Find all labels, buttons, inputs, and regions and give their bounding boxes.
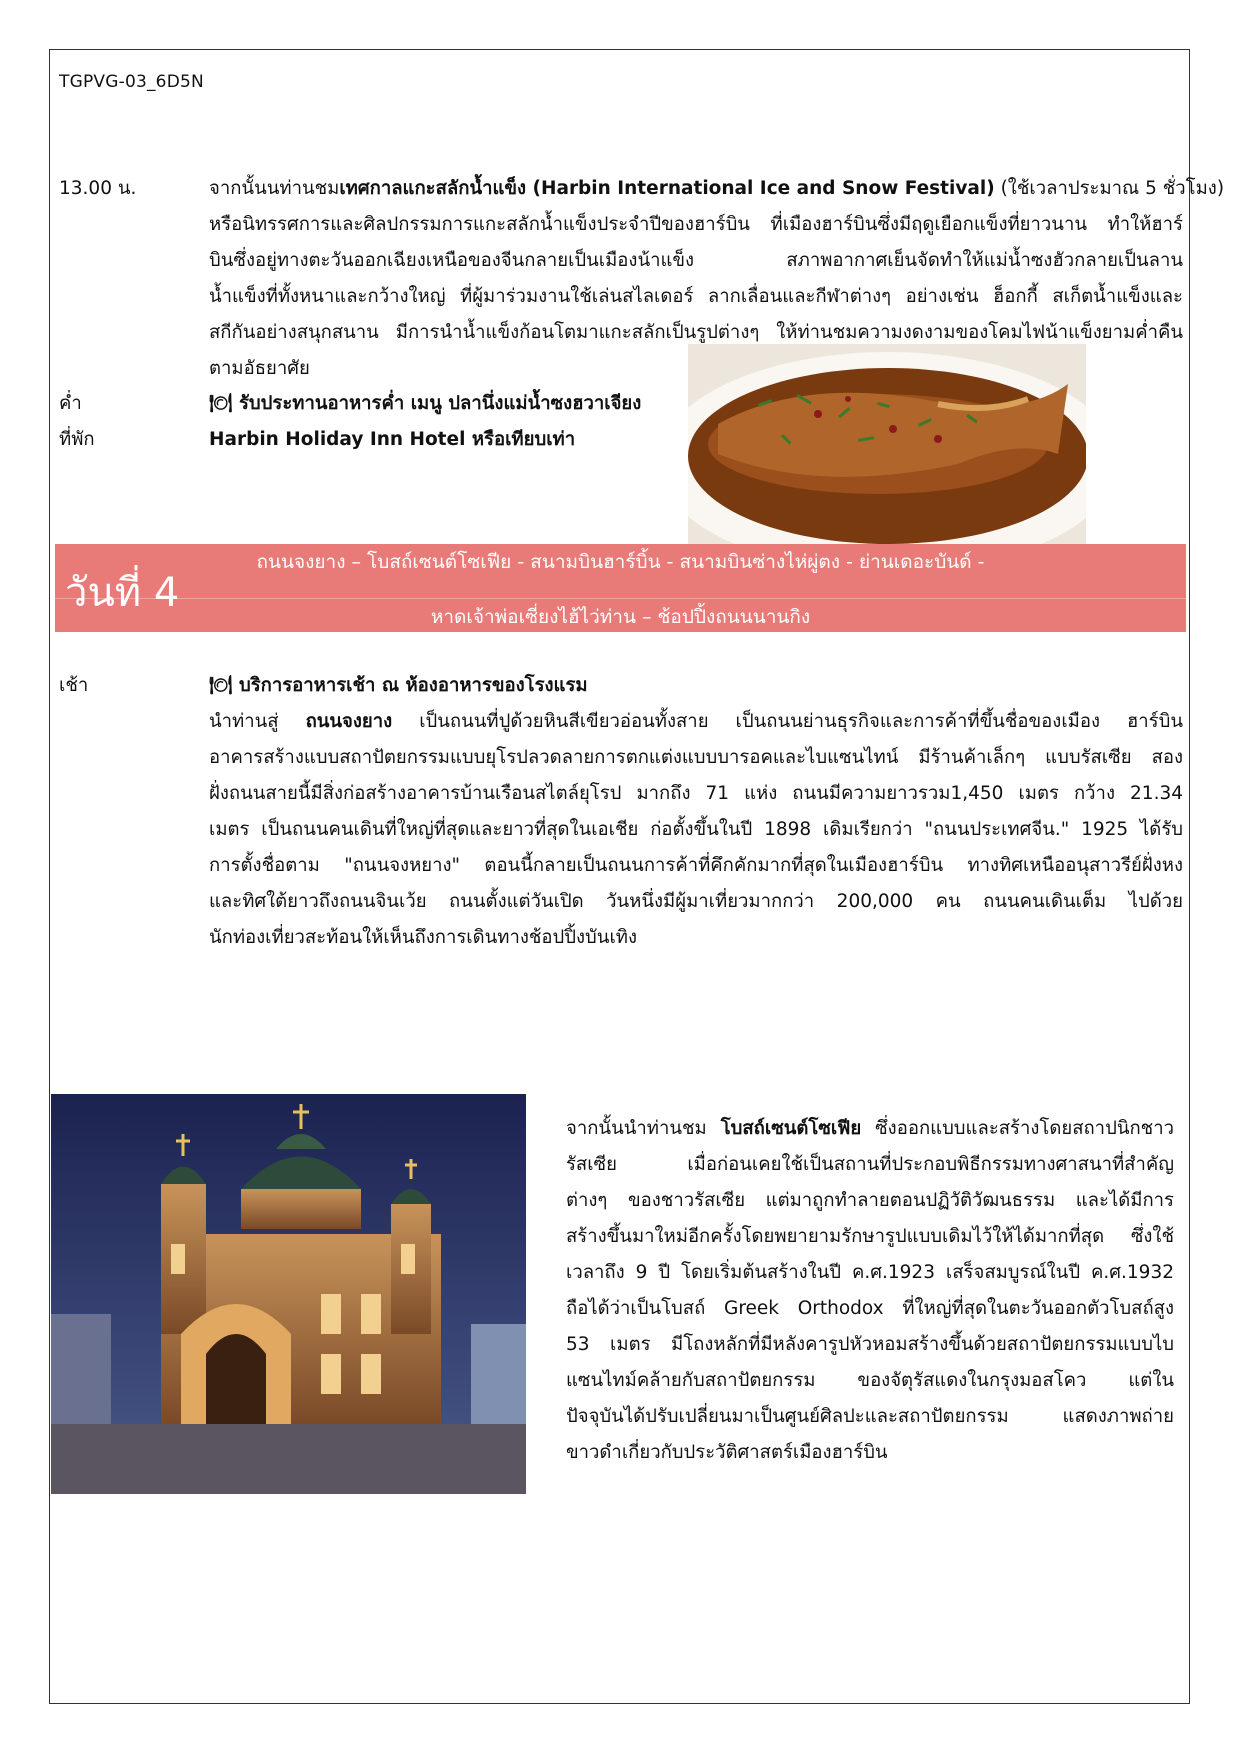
paragraph-line: ปัจจุบันได้ปรับเปลี่ยนมาเป็นศูนย์ศิลปะและสถาปัตยกรรม แสดงภาพถ่าย bbox=[566, 1406, 1174, 1427]
paragraph-line: สร้างขึ้นมาใหม่อีกครั้งโดยพยายามรักษารูปแบบเดิมไว้ให้ได้มากที่สุด ซึ่งใช้ bbox=[566, 1226, 1174, 1247]
zhongyang-street-paragraph bbox=[209, 704, 1183, 956]
document-code: TGPVG-03_6D5N bbox=[59, 72, 204, 92]
paragraph-line: และทิศใต้ยาวถึงถนนจินเว้ย ถนนตั้งแต่วันเปิด วันหนึ่งมีผู้มาเที่ยวมากกว่า 200,000 คน ถนนคนเดินเต็ม ไปด้วย bbox=[209, 891, 1183, 912]
dish-icon: 🍽 bbox=[209, 393, 233, 414]
paragraph-line: จากนั้นนำท่านชม โบสถ์เซนต์โซเฟีย ซึ่งออกแบบและสร้างโดยสถาปนิกชาว bbox=[566, 1118, 1174, 1139]
paragraph-line: การตั้งชื่อตาม "ถนนจงหยาง" ตอนนี้กลายเป็นถนนการค้าที่คึกคักมากที่สุดในเมืองฮาร์บิน ทางทิศเหนืออนุสาวรีย์ฝั่งหง bbox=[209, 855, 1183, 876]
paragraph-line: ขาวดำเกี่ยวกับประวัติศาสตร์เมืองฮาร์บิน bbox=[566, 1442, 888, 1463]
steamed-fish-photo bbox=[688, 344, 1086, 544]
dinner-label: ค่ำ bbox=[59, 393, 82, 414]
paragraph-line: บินซึ่งอยู่ทางตะวันออกเฉียงเหนือของจีนกลายเป็นเมืองน้าแข็ง สภาพอากาศเย็นจัดทำให้แม่น้ำซงฮัวกลายเป็นลาน bbox=[209, 250, 1183, 271]
paragraph-line: เมตร เป็นถนนคนเดินที่ใหญ่ที่สุดและยาวที่สุดในเอเชีย ก่อตั้งขึ้นในปี 1898 เดิมเรียกว่า "ถนนประเทศจีน." 1925 ได้รับ bbox=[209, 819, 1183, 840]
hotel-label: ที่พัก bbox=[59, 429, 95, 450]
day-title: วันที่ 4 bbox=[65, 570, 180, 616]
paragraph-line: ตามอัธยาศัย bbox=[209, 358, 310, 379]
paragraph-line: 53 เมตร มีโถงหลักที่มีหลังคารูปหัวหอมสร้างขึ้นด้วยสถาปัตยกรรมแบบไบ bbox=[566, 1334, 1174, 1355]
paragraph-line: นำท่านสู่ ถนนจงยาง เป็นถนนที่ปูด้วยหินสีเขียวอ่อนทั้งสาย เป็นถนนย่านธุรกิจและการค้าที่ขึ้นชื่อของเมือง ฮาร์บิน bbox=[209, 711, 1183, 732]
breakfast-text: บริการอาหารเช้า ณ ห้องอาหารของโรงแรม bbox=[238, 675, 588, 696]
st-sophia-cathedral-photo bbox=[51, 1094, 526, 1494]
hotel-text: Harbin Holiday Inn Hotel หรือเทียบเท่า bbox=[209, 429, 576, 450]
paragraph-line: ต่างๆ ของชาวรัสเซีย แต่มาถูกทำลายตอนปฏิวัติวัฒนธรรม และได้มีการ bbox=[566, 1190, 1174, 1211]
st-sophia-paragraph bbox=[566, 1111, 1174, 1471]
paragraph-line: ถือได้ว่าเป็นโบสถ์ Greek Orthodox ที่ใหญ่ที่สุดในตะวันออกตัวโบสถ์สูง bbox=[566, 1298, 1174, 1319]
paragraph-line: นักท่องเที่ยวสะท้อนให้เห็นถึงการเดินทางช้อปปิ้งบันเทิง bbox=[209, 927, 637, 948]
dish-icon: 🍽 bbox=[209, 675, 233, 696]
morning-label: เช้า bbox=[59, 675, 89, 696]
paragraph-line: เวลาถึง 9 ปี โดยเริ่มต้นสร้างในปี ค.ศ.1923 เสร็จสมบูรณ์ในปี ค.ศ.1932 bbox=[566, 1262, 1174, 1283]
paragraph-line: หรือนิทรรศการและศิลปกรรมการแกะสลักน้ำแข็งประจำปีของฮาร์บิน ที่เมืองฮาร์บินซึ่งมีฤดูเยือกแข็งที่ยาวนาน ทำให้ฮาร์ bbox=[209, 214, 1183, 235]
paragraph-line: น้ำแข็งที่ทั้งหนาและกว้างใหญ่ ที่ผู้มาร่วมงานใช้เล่นสไลเดอร์ ลากเลื่อนและกีฬาต่างๆ อย่างเช่น ฮ็อกกี้ สเก็ตน้ำแข็งและ bbox=[209, 286, 1183, 307]
paragraph-line: รัสเซีย เมื่อก่อนเคยใช้เป็นสถานที่ประกอบพิธีกรรมทางศาสนาที่สำคัญ bbox=[566, 1154, 1174, 1175]
breakfast-line bbox=[209, 668, 588, 704]
banner-route-line-1: ถนนจงยาง – โบสถ์เซนต์โซเฟีย - สนามบินฮาร์บิ้น - สนามบินซ่างไห่ผู่ตง - ย่านเดอะบันด์ - bbox=[256, 551, 985, 573]
day-banner bbox=[55, 544, 1186, 632]
paragraph-line: อาคารสร้างแบบสถาปัตยกรรมแบบยุโรปลวดลายการตกแต่งแบบบารอคและไบแซนไทน์ มีร้านค้าเล็กๆ แบบรัสเซีย สอง bbox=[209, 747, 1183, 768]
dinner-line bbox=[209, 386, 641, 422]
paragraph-line: ฝั่งถนนสายนี้มีสิ่งก่อสร้างอาคารบ้านเรือนสไตล์ยุโรป มากถึง 71 แห่ง ถนนมีความยาวรวม1,450 เมตร กว้าง 21.34 bbox=[209, 783, 1183, 804]
dinner-text: รับประทานอาหารค่ำ เมนู ปลานึ่งแม่น้ำซงฮวาเจียง bbox=[238, 393, 642, 414]
banner-route-line-2: หาดเจ้าพ่อเซี่ยงไฮ้ไว่ท่าน – ช้อปปิ้งถนนนานกิง bbox=[430, 606, 811, 628]
paragraph-line: สกีกันอย่างสนุกสนาน มีการนำน้ำแข็งก้อนโตมาแกะสลักเป็นรูปต่างๆ ให้ท่านชมความงดงามของโคมไฟน้าแข็งยามค่ำคืน bbox=[209, 322, 1183, 343]
banner-divider bbox=[55, 598, 1186, 599]
paragraph-line: จากนั้นนท่านชมเทศกาลแกะสลักน้ำแข็ง (Harbin International Ice and Snow Festival) (ใช้เวลาประมาณ 5 ชั่วโมง) bbox=[209, 178, 1225, 199]
time-label: 13.00 น. bbox=[59, 178, 137, 199]
paragraph-line: แซนไทม์คล้ายกับสถาปัตยกรรม ของจัตุรัสแดงในกรุงมอสโคว แต่ใน bbox=[566, 1370, 1174, 1391]
